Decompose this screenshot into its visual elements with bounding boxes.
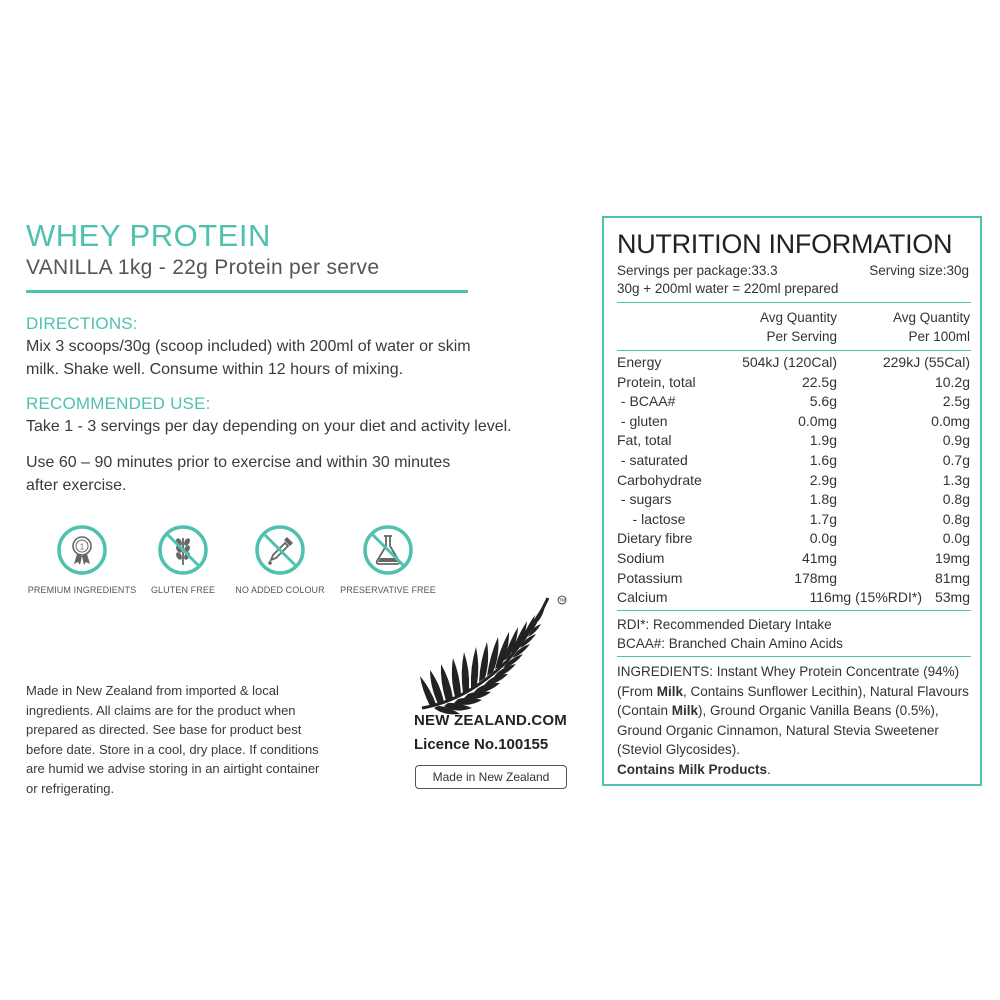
storage-note-line: ingredients. All claims are for the product when (26, 702, 296, 718)
nutrient-per-serving: 0.0mg (798, 412, 837, 429)
product-title: WHEY PROTEIN (26, 218, 271, 253)
bcaa-note: BCAA#: Branched Chain Amino Acids (617, 636, 843, 651)
nutrient-per-100ml: 0.7g (942, 452, 970, 468)
nz-website-label: NEW ZEALAND.COM (414, 712, 567, 729)
recommended-line-1: Take 1 - 3 servings per day depending on your diet and activity level. (26, 418, 512, 435)
nutrient-label: Fat, total (617, 432, 672, 449)
nutrient-label: Protein, total (617, 373, 696, 390)
product-subtitle: VANILLA 1kg - 22g Protein per serve (26, 256, 380, 279)
nutrient-label: Dietary fibre (617, 530, 693, 547)
ingredients-rest: ), Ground Organic Vanilla Beans (0.5%), Ground Organic Cinnamon, Natural Stevia Sweetener (Steviol Glycosides). (617, 703, 939, 757)
nutrient-per-serving: 22.5g (801, 373, 837, 390)
nutrient-label: Carbohydrate (617, 471, 702, 488)
nutrient-per-serving: 41mg (801, 550, 837, 566)
nutrient-label: - saturated (617, 452, 688, 468)
wheat-crossed-icon (157, 524, 209, 576)
nutrient-label: Calcium (617, 589, 668, 606)
nutrition-panel (602, 216, 982, 786)
storage-note-line: are humid we advise storing in an airtight container (26, 761, 320, 776)
nutrient-per-100ml: 53mg (934, 589, 970, 606)
directions-heading: DIRECTIONS: (26, 314, 138, 333)
nutrient-per-serving: 1.9g (809, 432, 837, 449)
storage-note-line: or refrigerating. (26, 780, 115, 796)
nutrient-per-100ml: 0.8g (942, 510, 970, 527)
nutrient-label: Potassium (617, 569, 683, 586)
panel-divider (617, 350, 971, 351)
nutrient-label: Sodium (617, 550, 665, 566)
col-header-per-serving (760, 308, 837, 346)
nutrient-label: - BCAA# (617, 393, 676, 410)
nutrient-per-100ml: 0.9g (942, 432, 970, 449)
nutrient-label: - gluten (617, 412, 668, 429)
nutrient-per-serving: 2.9g (809, 471, 837, 488)
recommended-line-2: Use 60 – 90 minutes prior to exercise and within 30 minutes (26, 454, 451, 471)
made-in-nz-badge: Made in New Zealand (415, 765, 567, 789)
nutrient-per-100ml: 19mg (934, 550, 970, 566)
nutrient-per-serving: 504kJ (120Cal) (742, 354, 837, 370)
servings-per-package: Servings per package:33.3 (617, 263, 778, 278)
storage-note-line: prepared as directed. See base for product best (26, 722, 302, 737)
nutrient-per-serving: 1.6g (809, 452, 837, 468)
directions-line-2: milk. Shake well. Consume within 12 hours of mixing. (26, 361, 404, 378)
nutrient-label: Energy (617, 354, 662, 370)
licence-number: Licence No.100155 (414, 736, 549, 753)
nutrient-label: - sugars (617, 491, 672, 508)
panel-divider (617, 610, 971, 611)
badge-row (22, 524, 452, 614)
panel-divider (617, 656, 971, 657)
col-header-per-100ml (893, 308, 970, 346)
badge-gluten-free (142, 524, 224, 595)
col-header-line: Per 100ml (908, 329, 970, 344)
directions-line-1: Mix 3 scoops/30g (scoop included) with 200ml of water or skim (26, 338, 471, 355)
nutrient-per-100ml: 0.0g (942, 530, 970, 547)
nutrient-per-100ml: 81mg (934, 569, 970, 586)
storage-note-line: before date. Store in a cool, dry place. If conditions (26, 741, 319, 757)
badge-label: PREMIUM INGREDIENTS (27, 585, 137, 595)
serving-size: Serving size:30g (869, 263, 969, 278)
nutrient-per-serving: 1.7g (809, 510, 837, 527)
contains-milk-statement: Contains Milk Products (617, 761, 768, 777)
ingredients-prefix: INGREDIENTS: Instant Whey Protein Concentrate (94%) (From (617, 664, 960, 699)
dropper-crossed-icon (254, 524, 306, 576)
title-divider (26, 290, 468, 293)
nutrient-per-100ml: 229kJ (55Cal) (882, 354, 970, 370)
nutrient-per-serving: 116mg (15%RDI*) (809, 589, 922, 606)
nutrition-title: NUTRITION INFORMATION (617, 229, 953, 259)
nutrient-per-100ml: 0.0mg (931, 412, 970, 429)
trademark-mark: TM (558, 597, 566, 603)
ingredients-text (617, 662, 973, 779)
badge-premium (22, 524, 142, 595)
award-ribbon-icon (56, 524, 108, 576)
prepared-note: 30g + 200ml water = 220ml prepared (617, 281, 839, 296)
nutrient-per-100ml: 0.8g (942, 491, 970, 508)
nutrient-per-100ml: 1.3g (942, 471, 970, 488)
nutrient-per-serving: 0.0g (809, 530, 837, 547)
col-header-line: Per Serving (766, 329, 837, 344)
recommended-heading: RECOMMENDED USE: (26, 394, 211, 413)
nutrient-per-serving: 1.8g (809, 491, 837, 508)
nutrient-label: - lactose (617, 510, 686, 527)
badge-label: PRESERVATIVE FREE (340, 585, 436, 595)
col-header-line: Avg Quantity (892, 310, 970, 325)
storage-note-line: Made in New Zealand from imported & local (26, 683, 279, 698)
ingredients-period: . (767, 761, 771, 777)
flask-crossed-icon (362, 524, 414, 576)
storage-note (26, 681, 386, 798)
recommended-line-3: after exercise. (26, 477, 127, 494)
fern-logo-icon (408, 590, 578, 790)
nutrient-per-100ml: 10.2g (934, 373, 970, 390)
badge-preservative-free (336, 524, 440, 595)
badge-label: NO ADDED COLOUR (235, 585, 325, 595)
panel-divider (617, 302, 971, 303)
allergen-milk: Milk (671, 703, 699, 718)
nutrient-per-100ml: 2.5g (942, 393, 970, 410)
nutrient-per-serving: 5.6g (809, 393, 837, 410)
badge-label: GLUTEN FREE (150, 585, 216, 595)
svg-text:1: 1 (79, 542, 85, 552)
ingredients-mid: , Contains Sunflower Lecithin), Natural Flavours (Contain (617, 683, 969, 718)
allergen-milk: Milk (656, 683, 684, 699)
nutrient-per-serving: 178mg (794, 569, 837, 586)
rdi-note: RDI*: Recommended Dietary Intake (617, 617, 832, 632)
col-header-line: Avg Quantity (759, 310, 837, 325)
badge-no-added-colour (224, 524, 336, 595)
